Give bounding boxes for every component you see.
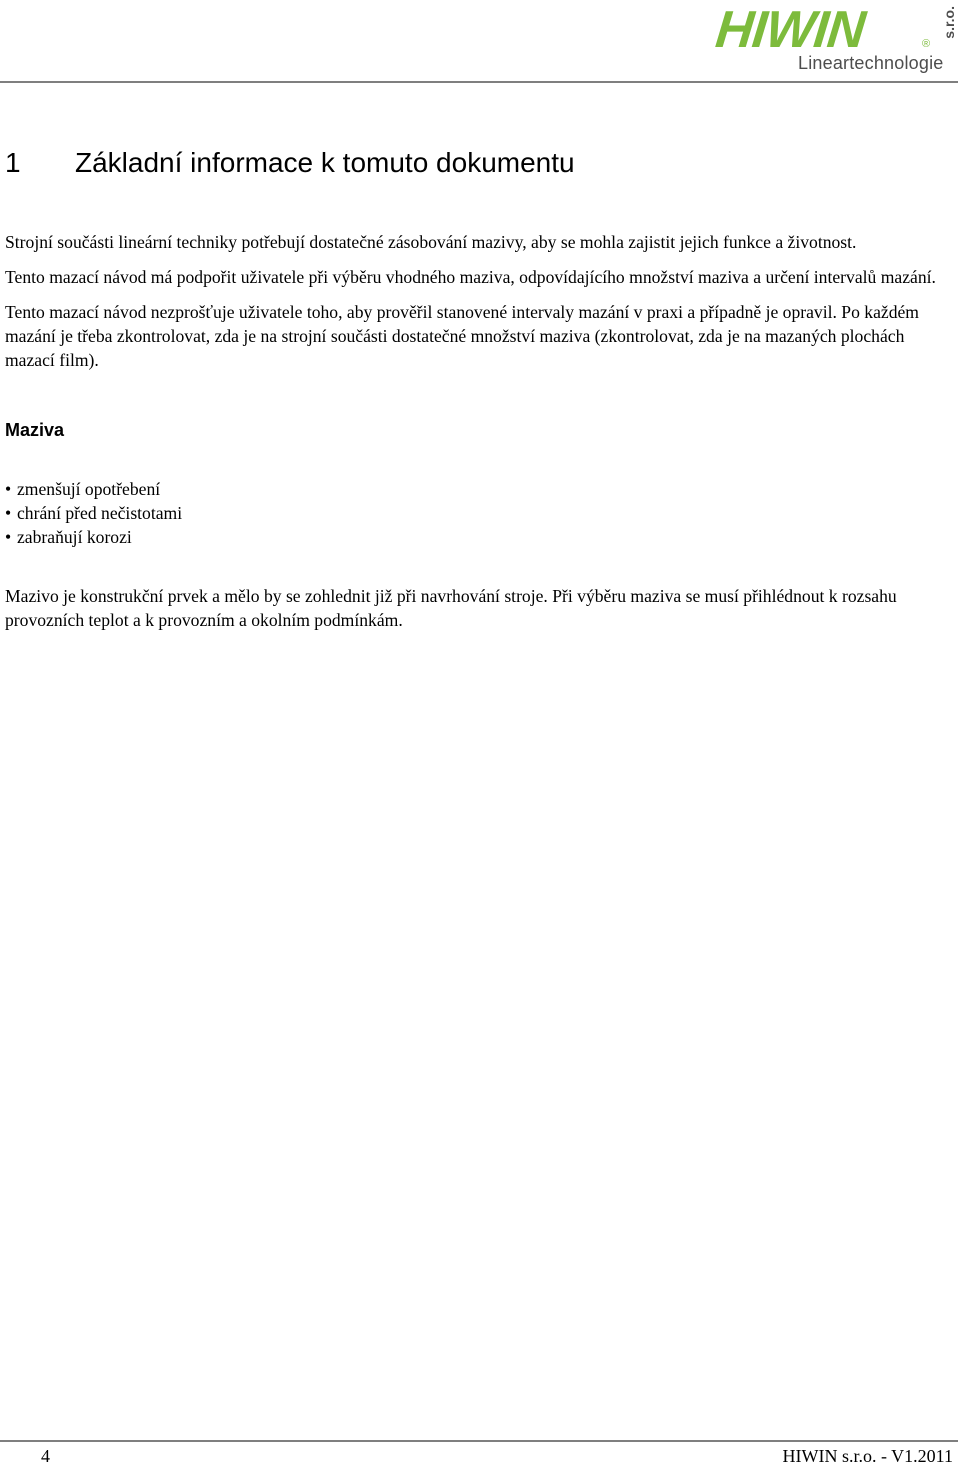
- list-item: [5, 501, 955, 525]
- page-number: 4: [41, 1446, 50, 1466]
- list-item: [5, 525, 955, 549]
- list-item-text: chrání před nečistotami: [17, 503, 183, 523]
- list-item-text: zabraňují korozi: [17, 527, 132, 547]
- section-number: 1: [5, 147, 21, 178]
- section-title: Základní informace k tomuto dokumentu: [75, 147, 575, 178]
- bullet-icon: •: [5, 479, 12, 499]
- footer-divider: [0, 1440, 958, 1442]
- bullet-icon: •: [5, 503, 12, 523]
- logo-registered-mark: ®: [922, 38, 931, 50]
- paragraph-4: Mazivo je konstrukční prvek a mělo by se zohlednit již při navrhování stroje. Při výběru maziva se musí přihlédnout k rozsahu provozních teplot a k provozním a okolním podmínkám.: [5, 586, 897, 630]
- document-body: [5, 140, 955, 632]
- bullet-icon: •: [5, 527, 12, 547]
- paragraph-3: Tento mazací návod nezprošťuje uživatele toho, aby prověřil stanovené intervaly mazání v praxi a případně je opravil. Po každém mazání je třeba zkontrolovat, zda je na strojní součásti dostatečné množství maziva (zkontrolovat, zda je na mazaných plochách mazací film).: [5, 302, 919, 370]
- section-heading: [5, 140, 955, 186]
- header-divider: [0, 81, 958, 83]
- footer-text: HIWIN s.r.o. - V1.2011: [782, 1446, 953, 1466]
- logo-wordmark: HIWIN: [712, 1, 868, 59]
- maziva-list: [5, 477, 955, 549]
- paragraph-1: Strojní součásti lineární techniky potřebují dostatečné zásobování mazivy, aby se mohla zajistit jejich funkce a životnost.: [5, 232, 857, 252]
- hiwin-logo: [712, 1, 957, 76]
- list-item: [5, 477, 955, 501]
- logo-subtitle: Lineartechnologie: [798, 53, 944, 73]
- page-header: [0, 0, 960, 86]
- logo-sro: s.r.o.: [941, 6, 957, 39]
- list-item-text: zmenšují opotřebení: [17, 479, 161, 499]
- maziva-heading: Maziva: [5, 420, 65, 440]
- paragraph-2: Tento mazací návod má podpořit uživatele při výběru vhodného maziva, odpovídajícího množství maziva a určení intervalů mazání.: [5, 267, 936, 287]
